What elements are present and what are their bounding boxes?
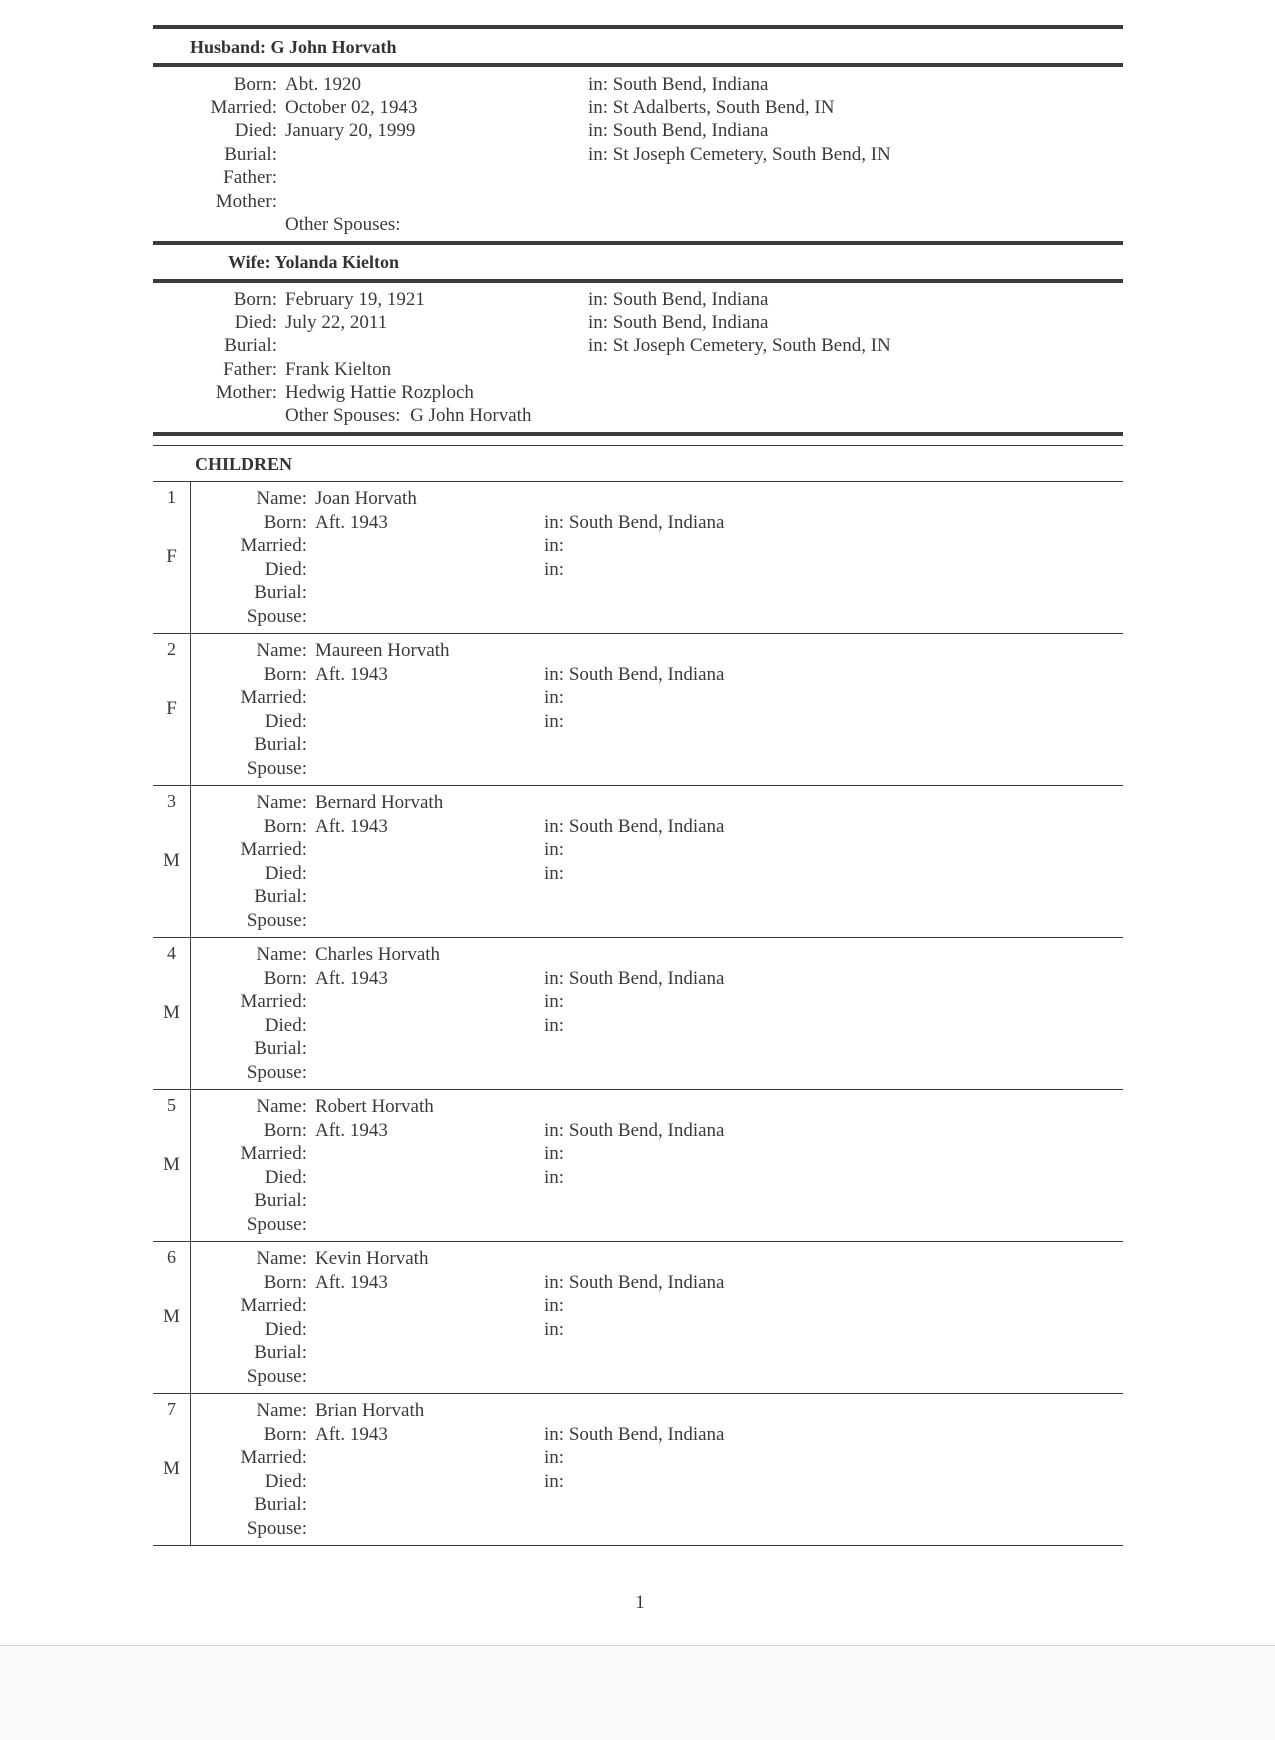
wife-died-label: Died: (234, 312, 277, 333)
child-married-place: in: (544, 839, 565, 860)
child-born-label: Born: (263, 1423, 307, 1445)
child-name: Charles Horvath (315, 944, 441, 965)
wife-died-value: July 22, 2011 (285, 312, 388, 333)
child-number: 6 (167, 1247, 176, 1267)
scan-margin (0, 1646, 1275, 1740)
child-record (0, 785, 1275, 937)
husband-died-place: in: South Bend, Indiana (588, 120, 769, 141)
child-married-label: Married: (240, 1295, 307, 1316)
child-number: 1 (167, 487, 176, 507)
child-died-place: in: (544, 1318, 565, 1340)
child-burial-label: Burial: (254, 886, 307, 907)
wife-born-place: in: South Bend, Indiana (588, 289, 769, 310)
child-died-place: in: (544, 710, 565, 732)
child-died-place: in: (544, 1470, 565, 1492)
in-label: in: (544, 1271, 565, 1293)
child-born-label: Born: (263, 511, 307, 533)
child-married-label: Married: (240, 991, 307, 1012)
children-heading: CHILDREN (195, 454, 293, 474)
husband-heading (190, 37, 397, 58)
wife-name: Yolanda Kielton (274, 252, 400, 272)
child-born-place (544, 1423, 725, 1447)
child-burial-label: Burial: (254, 1190, 307, 1211)
wife-died-place: in: South Bend, Indiana (588, 312, 769, 333)
child-name-label: Name: (256, 1096, 307, 1117)
child-born: Aft. 1943 (315, 1423, 388, 1445)
child-name: Bernard Horvath (315, 792, 444, 813)
child-married-label: Married: (240, 1447, 307, 1468)
in-label: in: (544, 967, 565, 989)
child-number: 7 (167, 1399, 176, 1419)
child-spouse-label: Spouse: (246, 1061, 307, 1083)
child-burial-label: Burial: (254, 1494, 307, 1515)
column-divider (190, 785, 191, 937)
divider (153, 25, 1123, 29)
child-born-place-value: South Bend, Indiana (568, 1119, 725, 1141)
child-spouse-label: Spouse: (246, 909, 307, 931)
child-born-label: Born: (263, 663, 307, 685)
child-name: Brian Horvath (315, 1400, 425, 1421)
husband-mother-label: Mother: (215, 191, 277, 212)
child-number: 4 (167, 943, 176, 963)
child-sex: M (163, 849, 180, 871)
child-record (0, 1393, 1275, 1545)
child-record (0, 633, 1275, 785)
husband-died-value: January 20, 1999 (285, 120, 416, 141)
wife-other-spouses-label: Other Spouses: (285, 405, 401, 426)
child-died-label: Died: (264, 1470, 307, 1492)
divider (153, 445, 1123, 446)
wife-heading-label: Wife: (228, 252, 271, 272)
child-name-label: Name: (256, 1248, 307, 1269)
child-name: Joan Horvath (315, 488, 417, 509)
in-label: in: (544, 511, 565, 533)
child-died-place: in: (544, 862, 565, 884)
child-born-place (544, 967, 725, 991)
child-born-label: Born: (263, 1271, 307, 1293)
divider (153, 63, 1123, 67)
child-married-place: in: (544, 1295, 565, 1316)
child-sex: F (166, 697, 177, 719)
child-name-label: Name: (256, 640, 307, 661)
child-record (0, 1241, 1275, 1393)
child-born-label: Born: (263, 1119, 307, 1141)
husband-married-place: in: St Adalberts, South Bend, IN (588, 97, 835, 118)
in-label: in: (544, 663, 565, 685)
husband-born-value: Abt. 1920 (285, 74, 361, 95)
child-died-place: in: (544, 558, 565, 580)
wife-born-value: February 19, 1921 (285, 289, 425, 310)
divider (153, 241, 1123, 245)
child-born: Aft. 1943 (315, 511, 388, 533)
child-name: Kevin Horvath (315, 1248, 429, 1269)
child-married-place: in: (544, 1143, 565, 1164)
child-sex: M (163, 1001, 180, 1023)
husband-other-spouses-label: Other Spouses: (285, 214, 401, 235)
child-name-label: Name: (256, 944, 307, 965)
husband-name: G John Horvath (270, 37, 397, 57)
child-sex: M (163, 1457, 180, 1479)
divider (153, 279, 1123, 283)
child-record (0, 937, 1275, 1089)
child-number: 2 (167, 639, 176, 659)
child-born-place (544, 815, 725, 839)
child-name: Robert Horvath (315, 1096, 434, 1117)
child-sex: M (163, 1153, 180, 1175)
child-record (0, 481, 1275, 633)
child-born: Aft. 1943 (315, 967, 388, 989)
child-record (0, 1089, 1275, 1241)
child-born-place-value: South Bend, Indiana (568, 511, 725, 533)
child-born: Aft. 1943 (315, 1119, 388, 1141)
wife-other-spouses (285, 404, 531, 428)
child-born-place (544, 1119, 725, 1143)
child-born-place-value: South Bend, Indiana (568, 663, 725, 685)
page-number: 1 (635, 1592, 645, 1613)
husband-born-label: Born: (233, 74, 277, 95)
child-spouse-label: Spouse: (246, 605, 307, 627)
column-divider (190, 1393, 191, 1545)
child-died-place: in: (544, 1014, 565, 1036)
child-born-label: Born: (263, 967, 307, 989)
child-number: 5 (167, 1095, 176, 1115)
child-sex: F (166, 545, 177, 567)
child-married-label: Married: (240, 839, 307, 860)
child-born-place (544, 663, 725, 687)
child-name-label: Name: (256, 792, 307, 813)
child-born-place (544, 1271, 725, 1295)
child-married-label: Married: (240, 535, 307, 556)
child-born-place-value: South Bend, Indiana (568, 1271, 725, 1293)
husband-married-value: October 02, 1943 (285, 97, 418, 118)
child-name: Maureen Horvath (315, 640, 450, 661)
child-number: 3 (167, 791, 176, 811)
child-spouse-label: Spouse: (246, 1517, 307, 1539)
child-married-place: in: (544, 991, 565, 1012)
child-born-place (544, 511, 725, 535)
column-divider (190, 937, 191, 1089)
child-spouse-label: Spouse: (246, 1213, 307, 1235)
husband-burial-place: in: St Joseph Cemetery, South Bend, IN (588, 144, 891, 165)
child-died-label: Died: (264, 862, 307, 884)
child-died-label: Died: (264, 1014, 307, 1036)
child-burial-label: Burial: (254, 734, 307, 755)
husband-father-label: Father: (223, 167, 277, 188)
child-born-place-value: South Bend, Indiana (568, 815, 725, 837)
child-died-place: in: (544, 1166, 565, 1188)
wife-other-spouses-value: G John Horvath (410, 405, 532, 426)
child-burial-label: Burial: (254, 582, 307, 603)
wife-mother-value: Hedwig Hattie Rozploch (285, 382, 474, 403)
child-married-place: in: (544, 687, 565, 708)
child-burial-label: Burial: (254, 1038, 307, 1059)
wife-mother-label: Mother: (215, 382, 277, 403)
column-divider (190, 481, 191, 633)
in-label: in: (544, 1119, 565, 1141)
child-spouse-label: Spouse: (246, 757, 307, 779)
column-divider (190, 1241, 191, 1393)
in-label: in: (544, 1423, 565, 1445)
child-born-label: Born: (263, 815, 307, 837)
child-name-label: Name: (256, 1400, 307, 1421)
wife-father-label: Father: (223, 359, 277, 380)
child-married-label: Married: (240, 1143, 307, 1164)
husband-died-label: Died: (234, 120, 277, 141)
child-name-label: Name: (256, 488, 307, 509)
child-burial-label: Burial: (254, 1342, 307, 1363)
wife-father-value: Frank Kielton (285, 359, 392, 380)
husband-other-spouses (285, 213, 401, 237)
divider (153, 1545, 1123, 1546)
wife-heading (228, 252, 399, 273)
husband-heading-label: Husband: (190, 37, 267, 57)
child-sex: M (163, 1305, 180, 1327)
child-died-label: Died: (264, 1318, 307, 1340)
child-born: Aft. 1943 (315, 663, 388, 685)
husband-born-place: in: South Bend, Indiana (588, 74, 769, 95)
child-married-label: Married: (240, 687, 307, 708)
divider (153, 432, 1123, 436)
wife-born-label: Born: (233, 289, 277, 310)
child-married-place: in: (544, 1447, 565, 1468)
child-married-place: in: (544, 535, 565, 556)
wife-burial-place: in: St Joseph Cemetery, South Bend, IN (588, 335, 891, 356)
husband-married-label: Married: (210, 97, 277, 118)
child-born: Aft. 1943 (315, 815, 388, 837)
child-died-label: Died: (264, 1166, 307, 1188)
child-born: Aft. 1943 (315, 1271, 388, 1293)
child-died-label: Died: (264, 710, 307, 732)
child-died-label: Died: (264, 558, 307, 580)
husband-burial-label: Burial: (224, 144, 277, 165)
child-spouse-label: Spouse: (246, 1365, 307, 1387)
in-label: in: (544, 815, 565, 837)
child-born-place-value: South Bend, Indiana (568, 1423, 725, 1445)
wife-burial-label: Burial: (224, 335, 277, 356)
column-divider (190, 633, 191, 785)
column-divider (190, 1089, 191, 1241)
child-born-place-value: South Bend, Indiana (568, 967, 725, 989)
